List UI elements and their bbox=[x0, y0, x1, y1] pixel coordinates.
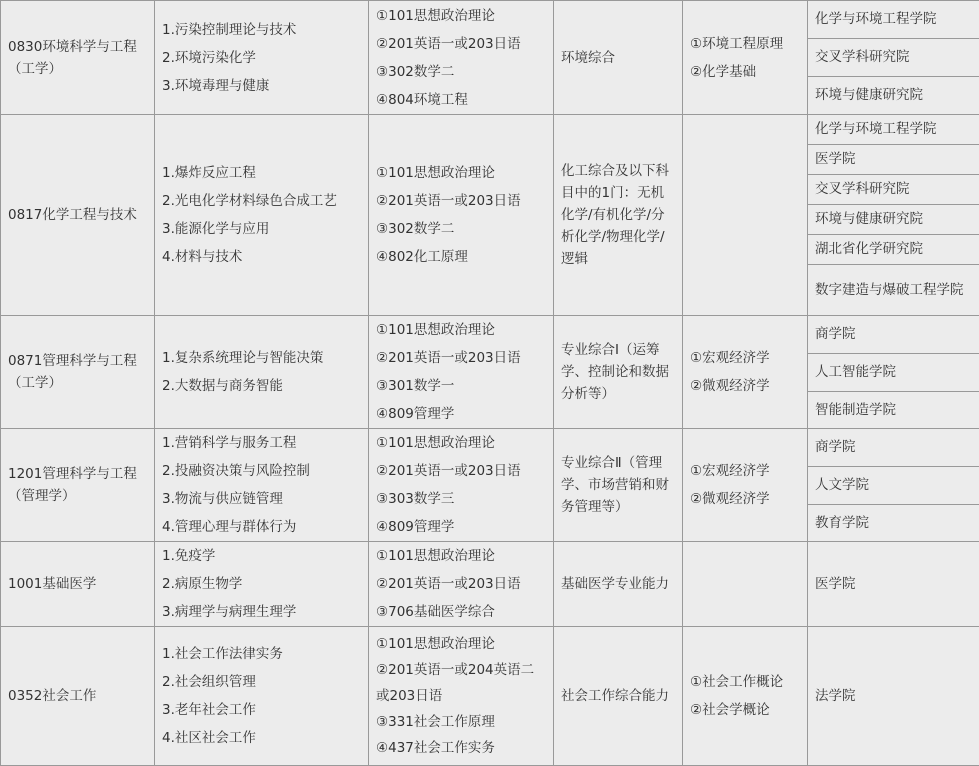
exams-cell bbox=[369, 627, 554, 766]
exam-item: ①101思想政治理论 bbox=[376, 542, 546, 570]
direction-item: 3.病理学与病理生理学 bbox=[162, 598, 361, 626]
retest-subject: 专业综合Ⅱ（管理学、市场营销和财务管理等） bbox=[561, 455, 669, 515]
add-exam-item: ②微观经济学 bbox=[690, 372, 800, 400]
retest-subject: 环境综合 bbox=[561, 50, 615, 66]
institute-item: 教育学院 bbox=[808, 505, 979, 541]
direction-item: 1.污染控制理论与技术 bbox=[162, 16, 361, 44]
direction-item: 2.大数据与商务智能 bbox=[162, 372, 361, 400]
direction-item: 1.复杂系统理论与智能决策 bbox=[162, 344, 361, 372]
institutes-cell bbox=[808, 1, 979, 115]
add-exam-cell bbox=[683, 115, 808, 316]
exams-cell bbox=[369, 542, 554, 627]
direction-item: 2.社会组织管理 bbox=[162, 668, 361, 696]
exam-item: ①101思想政治理论 bbox=[376, 159, 546, 187]
add-exam-item: ①环境工程原理 bbox=[690, 30, 800, 58]
institute-item: 交叉学科研究院 bbox=[808, 175, 979, 205]
institute-item: 商学院 bbox=[808, 429, 979, 467]
institute-item: 环境与健康研究院 bbox=[808, 205, 979, 235]
retest-cell bbox=[554, 1, 683, 115]
institute-item: 湖北省化学研究院 bbox=[808, 235, 979, 265]
exam-item: ③303数学三 bbox=[376, 485, 546, 513]
directions-cell bbox=[155, 627, 369, 766]
direction-item: 2.光电化学材料绿色合成工艺 bbox=[162, 187, 361, 215]
retest-cell bbox=[554, 627, 683, 766]
major-name: 0871管理科学与工程（工学） bbox=[8, 353, 137, 391]
direction-item: 3.环境毒理与健康 bbox=[162, 72, 361, 100]
major-cell bbox=[1, 627, 155, 766]
institutes-cell bbox=[808, 316, 979, 429]
direction-item: 2.病原生物学 bbox=[162, 570, 361, 598]
retest-cell bbox=[554, 542, 683, 627]
exam-item: ④804环境工程 bbox=[376, 86, 546, 114]
exam-item: ①101思想政治理论 bbox=[376, 316, 546, 344]
major-cell bbox=[1, 115, 155, 316]
exam-item: ③331社会工作原理 bbox=[376, 709, 546, 735]
institute-item: 人文学院 bbox=[808, 467, 979, 505]
major-name: 0817化学工程与技术 bbox=[8, 207, 137, 223]
retest-cell bbox=[554, 115, 683, 316]
institute-item: 环境与健康研究院 bbox=[808, 77, 979, 113]
add-exam-item: ①宏观经济学 bbox=[690, 344, 800, 372]
directions-cell bbox=[155, 429, 369, 542]
exams-cell bbox=[369, 1, 554, 115]
direction-item: 2.环境污染化学 bbox=[162, 44, 361, 72]
major-name: 0830环境科学与工程（工学） bbox=[8, 39, 137, 77]
table-row bbox=[1, 429, 979, 542]
exam-item: ④809管理学 bbox=[376, 513, 546, 541]
exam-item: ①101思想政治理论 bbox=[376, 2, 546, 30]
direction-item: 3.物流与供应链管理 bbox=[162, 485, 361, 513]
exams-cell bbox=[369, 316, 554, 429]
institutes-cell bbox=[808, 115, 979, 316]
institutes-cell bbox=[808, 429, 979, 542]
exam-item: ②201英语一或203日语 bbox=[376, 570, 546, 598]
add-exam-cell bbox=[683, 316, 808, 429]
retest-cell bbox=[554, 316, 683, 429]
table-row bbox=[1, 542, 979, 627]
exam-item: ③706基础医学综合 bbox=[376, 598, 546, 626]
add-exam-item: ②社会学概论 bbox=[690, 696, 800, 724]
direction-item: 1.免疫学 bbox=[162, 542, 361, 570]
major-cell bbox=[1, 1, 155, 115]
institute-item: 数字建造与爆破工程学院 bbox=[808, 265, 979, 315]
add-exam-cell bbox=[683, 429, 808, 542]
direction-item: 3.老年社会工作 bbox=[162, 696, 361, 724]
exam-item: ②201英语一或203日语 bbox=[376, 344, 546, 372]
directions-cell bbox=[155, 1, 369, 115]
table-row bbox=[1, 1, 979, 115]
direction-item: 1.社会工作法律实务 bbox=[162, 640, 361, 668]
retest-subject: 化工综合及以下科目中的1门：无机化学/有机化学/分析化学/物理化学/逻辑 bbox=[561, 163, 669, 267]
institutes-cell bbox=[808, 627, 979, 766]
retest-subject: 基础医学专业能力 bbox=[561, 576, 669, 592]
major-name: 1001基础医学 bbox=[8, 576, 96, 592]
direction-item: 4.材料与技术 bbox=[162, 243, 361, 271]
direction-item: 1.营销科学与服务工程 bbox=[162, 429, 361, 457]
major-name: 0352社会工作 bbox=[8, 688, 96, 704]
exam-item: ④809管理学 bbox=[376, 400, 546, 428]
institute-item: 商学院 bbox=[808, 316, 979, 354]
add-exam-item: ②微观经济学 bbox=[690, 485, 800, 513]
add-exam-cell bbox=[683, 627, 808, 766]
exams-cell bbox=[369, 115, 554, 316]
table-row bbox=[1, 627, 979, 766]
retest-cell bbox=[554, 429, 683, 542]
exam-item: ③302数学二 bbox=[376, 58, 546, 86]
exam-item: ②201英语一或203日语 bbox=[376, 187, 546, 215]
add-exam-cell bbox=[683, 1, 808, 115]
institute-item: 医学院 bbox=[808, 145, 979, 175]
institute-item: 化学与环境工程学院 bbox=[808, 1, 979, 39]
major-cell bbox=[1, 429, 155, 542]
add-exam-item: ①宏观经济学 bbox=[690, 457, 800, 485]
direction-item: 4.社区社会工作 bbox=[162, 724, 361, 752]
institute-item: 交叉学科研究院 bbox=[808, 39, 979, 77]
institute-item: 智能制造学院 bbox=[808, 392, 979, 428]
direction-item: 3.能源化学与应用 bbox=[162, 215, 361, 243]
exam-item: ④802化工原理 bbox=[376, 243, 546, 271]
exam-item: ③301数学一 bbox=[376, 372, 546, 400]
exam-item: ②201英语一或203日语 bbox=[376, 30, 546, 58]
exams-cell bbox=[369, 429, 554, 542]
institute-item: 化学与环境工程学院 bbox=[808, 115, 979, 145]
major-name: 1201管理科学与工程（管理学） bbox=[8, 466, 137, 504]
direction-item: 2.投融资决策与风险控制 bbox=[162, 457, 361, 485]
exam-item: ①101思想政治理论 bbox=[376, 631, 546, 657]
exam-item: ②201英语一或204英语二或203日语 bbox=[376, 657, 546, 709]
retest-subject: 专业综合Ⅰ（运筹学、控制论和数据分析等） bbox=[561, 342, 669, 402]
institute-item: 人工智能学院 bbox=[808, 354, 979, 392]
direction-item: 1.爆炸反应工程 bbox=[162, 159, 361, 187]
exam-item: ③302数学二 bbox=[376, 215, 546, 243]
institute-item: 法学院 bbox=[815, 688, 856, 704]
exam-item: ④437社会工作实务 bbox=[376, 735, 546, 761]
major-cell bbox=[1, 316, 155, 429]
direction-item: 4.管理心理与群体行为 bbox=[162, 513, 361, 541]
add-exam-item: ②化学基础 bbox=[690, 58, 800, 86]
directions-cell bbox=[155, 115, 369, 316]
exam-item: ①101思想政治理论 bbox=[376, 429, 546, 457]
add-exam-item: ①社会工作概论 bbox=[690, 668, 800, 696]
directions-cell bbox=[155, 316, 369, 429]
retest-subject: 社会工作综合能力 bbox=[561, 688, 669, 704]
table-row bbox=[1, 115, 979, 316]
exam-item: ②201英语一或203日语 bbox=[376, 457, 546, 485]
add-exam-cell bbox=[683, 542, 808, 627]
institutes-cell bbox=[808, 542, 979, 627]
major-cell bbox=[1, 542, 155, 627]
directions-cell bbox=[155, 542, 369, 627]
institute-item: 医学院 bbox=[815, 576, 856, 592]
table-row bbox=[1, 316, 979, 429]
